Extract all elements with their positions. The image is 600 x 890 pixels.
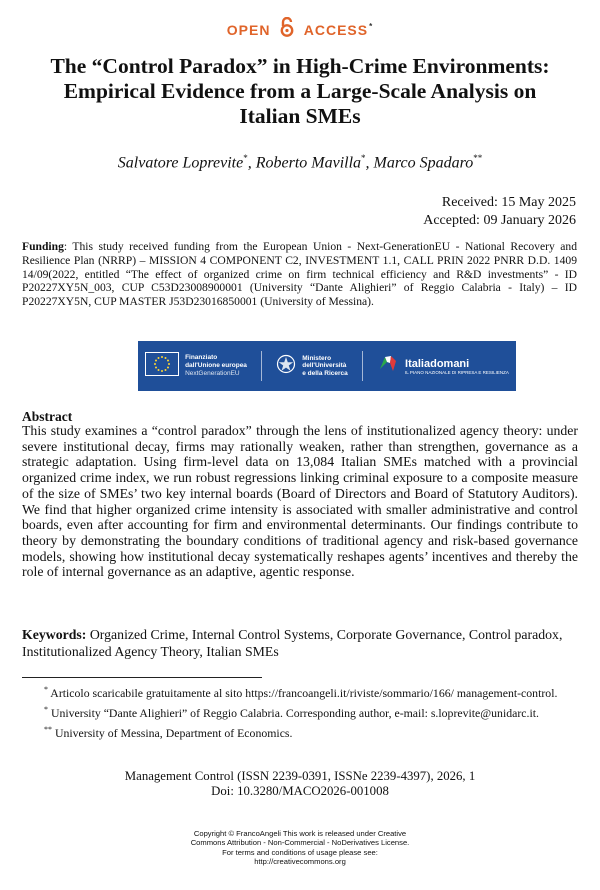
article-title: The “Control Paradox” in High-Crime Environments: Empirical Evidence from a Large-Scale Analysis on Italian SMEs [50,54,550,128]
journal-citation [0,769,600,799]
footnote-mark: ** [44,724,52,734]
author-affiliation-mark: ** [473,153,483,163]
funding-text: : This study received funding from the European Union - Next-GenerationEU - National Recovery and Resilience Plan (NRRP) – MISSION 4 COMPONENT C2, INVESTMENT 1.1, CALL PRIN 2022 PNRR D.D. 1409 14/09(2022, entitled “The effect of organized crime on firm technical efficiency and R&D investments” - ID P20227XY5N_003, CUP C53D23008900001 (University “Dante Alighieri” of Reggio Calabria - Italy) – ID P20227XY5N, CUP MASTER J53D23016850001 (University of Messina). [22,240,577,309]
ministry-text [302,355,348,378]
accepted-date: Accepted: 09 January 2026 [423,213,576,228]
author-name: Salvatore Loprevite [117,154,244,172]
eu-line-3: NextGenerationEU [185,370,240,377]
footnote-text: University of Messina, Department of Economics. [52,725,293,740]
submission-dates [423,194,576,230]
copyright-link[interactable]: http://creativecommons.org [254,856,346,866]
eu-funding-text [185,354,247,378]
open-lock-icon [279,17,295,40]
ministry-line-2: dell'Università [302,362,347,370]
eu-logo-block [145,352,247,381]
open-access-right: ACCESS [303,22,369,38]
footnote-rule [22,677,262,678]
author-name: Roberto Mavilla [255,154,362,172]
italia-domani-logo-block [377,353,509,380]
footnote-text: Articolo scaricabile gratuitamente al sito https://francoangeli.it/riviste/sommario/166/ management-control. [48,685,558,700]
funding-statement [22,240,577,309]
received-date: Received: 15 May 2025 [441,195,576,210]
journal-issn-line: Management Control (ISSN 2239-0391, ISSNe 2239-4397), 2026, 1 [124,769,476,783]
banner-divider [261,351,262,381]
abstract-heading: Abstract [22,409,73,424]
funding-logos-banner [138,341,516,391]
ministry-line-1: Ministero [302,354,332,362]
footnote-text: University “Dante Alighieri” of Reggio Calabria. Corresponding author, e-mail: s.loprevite@unidarc.it. [48,705,539,720]
footnotes [22,683,578,743]
ministry-line-3: e della Ricerca [302,369,348,377]
footnote-item [22,703,578,720]
copyright-line-2: Commons Attribution - Non-Commercial - NoDerivatives License. [190,838,410,848]
author-list: Salvatore Loprevite*, Roberto Mavilla*, Marco Spadaro** [117,153,483,172]
author-affiliation-mark: * [361,153,366,163]
copyright-line-1: Copyright © FrancoAngeli This work is released under Creative [193,829,407,838]
footnote-mark: * [44,685,48,694]
open-access-header [0,22,600,40]
keywords-text: Organized Crime, Internal Control Systems, Corporate Governance, Control paradox, Institutionalized Agency Theory, Italian SMEs [22,627,563,659]
copyright-line-3: For terms and conditions of usage please see: [222,847,378,857]
italian-emblem-icon [276,354,296,379]
eu-line-1: Finanziato [185,354,218,361]
eu-flag-icon [145,352,179,381]
ministry-logo-block [276,354,348,379]
keywords [22,627,578,660]
italia-domani-subtitle: IL PIANO NAZIONALE DI RIPRESA E RESILIENZA [405,369,509,375]
abstract-body: This study examines a “control paradox” through the lens of institutionalized agency theory: under severe institutional decay, firms may rationally weaken, rather than strengthen, governance as a strategic adaptation. Using firm-level data on 13,084 Italian SMEs matched with a provincial organized crime index, we run robust regressions linking criminal exposure to a composite measure of the size of SMEs’ two key internal boards (Board of Directors and Board of Statutory Auditors). We find that higher organized crime intensity is associated with smaller administrative and control boards, even after accounting for firm and environmental determinants. Our findings contribute to theory by demonstrating the boundary conditions of traditional agency and risk-based governance models, showing how institutional decay systematically reshapes agents’ incentives and thereby the role of internal governance as an adaptive, agentic response. [22,423,578,580]
funding-label: Funding [22,240,64,253]
italia-domani-wordmark: Italiadomani [405,357,470,370]
author-name: Marco Spadaro [373,154,474,172]
footnote-mark: * [44,704,48,714]
footnote-item [22,683,578,700]
keywords-label: Keywords: [22,627,87,642]
author-affiliation-mark: * [243,153,248,163]
banner-divider [362,351,363,381]
footnote-item [22,723,578,740]
eu-line-2: dall'Unione europea [185,362,247,369]
open-access-left: OPEN [226,22,271,38]
open-access-footnote-mark: * [369,22,374,32]
journal-doi-line: Doi: 10.3280/MACO2026-001008 [211,784,389,798]
copyright-notice [0,829,600,866]
italia-domani-text [405,358,509,375]
italian-flag-icon [377,353,399,380]
